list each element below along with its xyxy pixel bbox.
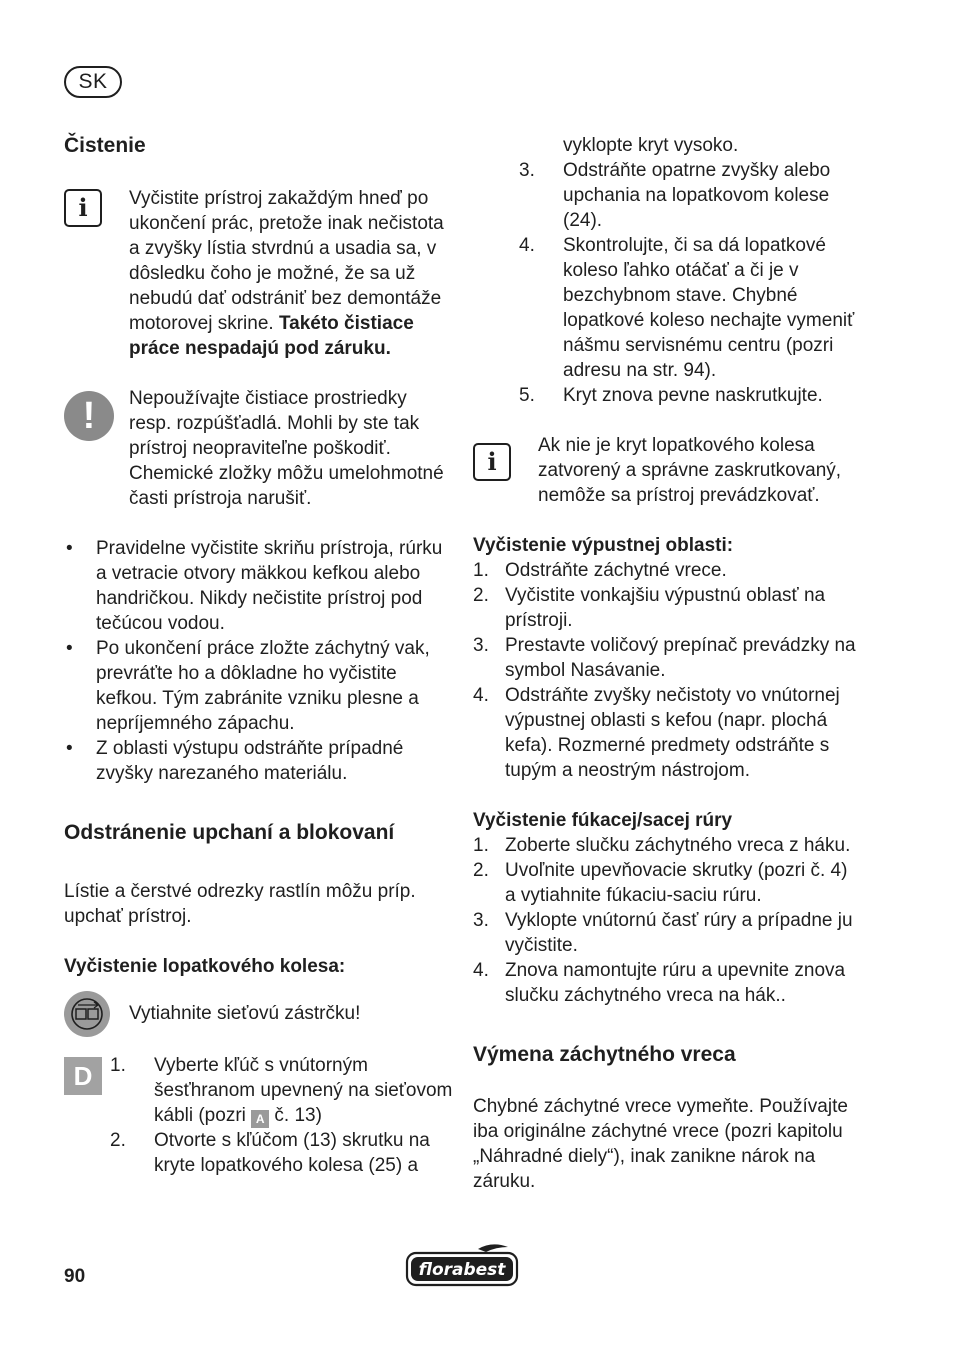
unplug-note [64,991,454,1039]
language-badge: SK [64,66,122,98]
list-item: • Po ukončení práce zložte záchytný vak, prevráťte ho a dôkladne ho vyčistite kefkou. Tým zabránite vzniku plesne a nepríjemného zápachu. [64,636,454,736]
list-item: • Pravidelne vyčistite skriňu prístroja, rúrku a vetracie otvory mäkkou kefkou alebo handričkou. Nikdy nečistite prístroj pod tečúcou vodou. [64,536,454,636]
exclamation-icon: ! [64,391,114,441]
cleaning-bullet-list [64,536,454,786]
impeller-steps-block [64,1053,454,1178]
warning-note [64,386,454,511]
info-note-text: Vyčistite prístroj zakaždým hneď po ukončení prác, pretože inak nečistota a zvyšky lístia stvrdnú a usadia sa, v dôsledku čoho je možné, že sa už nebudú dať odstrániť bez demontáže motorovej skrine. [129,188,444,334]
section-title-cleaning: Čistenie [64,134,146,157]
clogging-intro-text: Lístie a čerstvé odrezky rastlín môžu príp. upchať prístroj. [64,881,416,927]
figure-a-badge: A [251,1110,269,1128]
list-item: 2. Vyčistite vonkajšiu výpustnú oblasť na prístroji. [473,585,826,631]
list-item: 4. Odstráňte zvyšky nečistoty vo vnútornej výpustnej oblasti s kefou (napr. plochá kefa). Rozmerné predmety odstráňte s tupým a neostrým nástrojom. [473,685,840,781]
info-icon: i [473,443,511,481]
section-title-bag-replacement: Výmena záchytného vreca [473,1043,736,1066]
bag-replacement-text: Chybné záchytné vrece vymeňte. Používajte iba originálne záchytné vrece (pozri kapitolu „Náhradné diely“), inak zanikne nárok na záruku. [473,1096,848,1192]
tube-steps-list [473,833,863,1008]
info-note [64,186,454,361]
list-item: 3. Vyklopte vnútornú časť rúry a prípadne ju vyčistite. [473,910,853,956]
step-label-d-badge: D [64,1057,102,1095]
list-item: 1. Vyberte kľúč s vnútorným šesťhranom upevnený na sieťovom kábli (pozri A č. 13) [110,1055,453,1126]
list-item: • Z oblasti výstupu odstráňte prípadné zvyšky narezaného materiálu. [64,736,454,786]
cover-info-text: Ak nie je kryt lopatkového kolesa zatvorený a správne zaskrutkovaný, nemôže sa prístroj prevádzkovať. [538,435,842,506]
list-item: 4. Znova namontujte rúru a upevnite znova slučku záchytného vreca na hák.. [473,960,846,1006]
impeller-heading: Vyčistenie lopatkového kolesa: [64,956,346,977]
list-item: 2. Uvoľnite upevňovacie skrutky (pozri č. 4) a vytiahnite fúkaciu-saciu rúru. [473,860,848,906]
warning-note-text: Nepoužívajte čistiace prostriedky resp. rozpúšťadlá. Mohli by ste tak prístroj neopraviteľne poškodiť. Chemické zložky môžu umelohmotné časti prístroja narušiť. [129,388,444,509]
outlet-heading: Vyčistenie výpustnej oblasti: [473,535,734,556]
list-item: 3. Odstráňte opatrne zvyšky alebo upchania na lopatkovom kolese (24). [519,160,831,231]
page-number: 90 [64,1266,86,1287]
info-icon: i [64,189,102,227]
continuation-text: vyklopte kryt vysoko. [563,135,739,156]
plug-symbol-icon [70,997,104,1031]
unplug-note-text: Vytiahnite sieťovú zástrčku! [129,1003,361,1024]
list-item: 5. Kryt znova pevne naskrutkujte. [519,385,823,406]
impeller-steps-list [64,1053,454,1178]
brand-text: florabest [418,1260,506,1280]
list-item: 1. Zoberte slučku záchytného vreca z háku. [473,835,851,856]
tube-heading: Vyčistenie fúkacej/sacej rúry [473,810,733,831]
impeller-steps-continued [473,158,863,408]
section-title-clogging: Odstránenie upchaní a blokovaní [64,821,395,844]
list-item: 4. Skontrolujte, či sa dá lopatkové koleso ľahko otáčať a či je v bezchybnom stave. Chybné lopatkové koleso nechajte vymeniť nášmu servisnému centru (pozri adresu na str. 94). [519,235,855,381]
florabest-logo [404,1243,520,1289]
list-item: 3. Prestavte voličový prepínač prevádzky na symbol Nasávanie. [473,635,856,681]
list-item: 1. Odstráňte záchytné vrece. [473,560,727,581]
warranty-bold-text: Takéto čistiace práce nespadajú pod záruku. [129,313,414,359]
cover-info-note [473,433,863,508]
list-item: 2. Otvorte s kľúčom (13) skrutku na kryte lopatkového kolesa (25) a [110,1130,430,1176]
unplug-icon [64,991,110,1037]
left-column [64,130,454,1178]
outlet-steps-list [473,558,863,783]
right-column [473,133,863,1194]
